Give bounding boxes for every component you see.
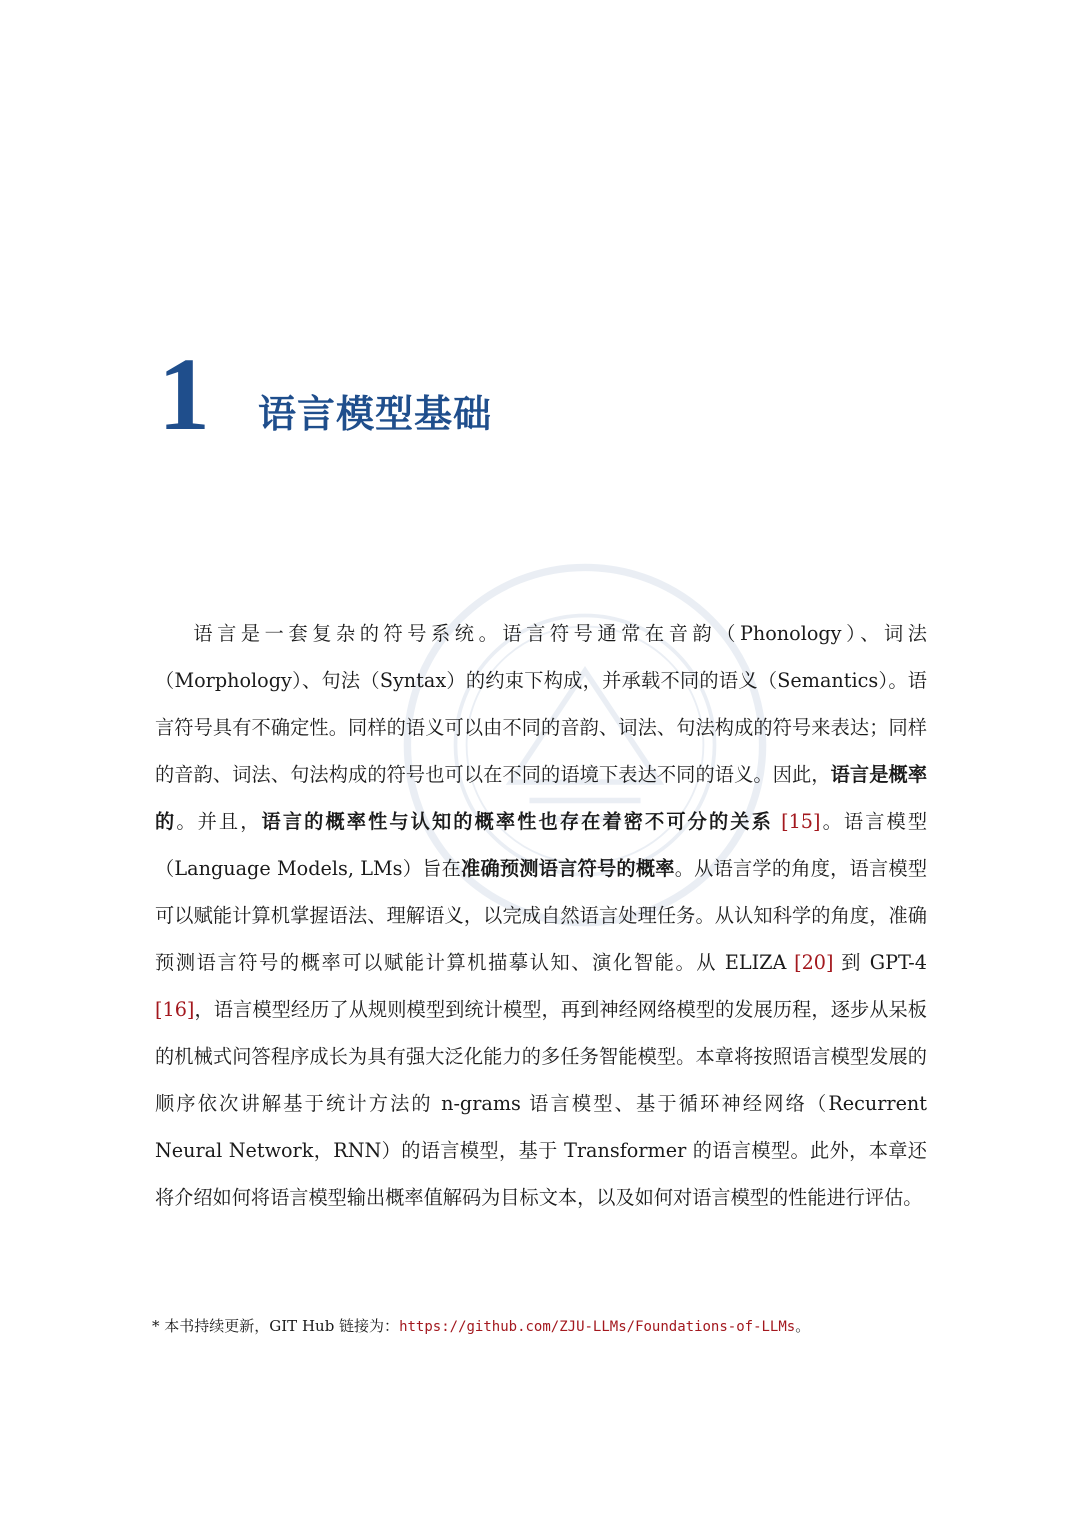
emphasis-predict-probability: 准确预测语言符号的概率 bbox=[461, 857, 675, 880]
citation-link[interactable]: [16] bbox=[155, 998, 195, 1021]
chapter-header bbox=[158, 337, 858, 452]
chapter-title: 语言模型基础 bbox=[258, 391, 493, 436]
github-link[interactable]: https://github.com/ZJU-LLMs/Foundations-of-LLMs bbox=[399, 1319, 796, 1335]
text-segment: 。并且， bbox=[176, 810, 262, 833]
text-segment: 语言是一套复杂的符号系统。语言符号通常在音韵（Phonology）、词法（Morphology）、句法（Syntax）的约束下构成，并承载不同的语义（Semantics）。语言符号具有不确定性。同样的语义可以由不同的音韵、词法、句法构成的符号来表达；同样的音韵、词法、句法构成的符号也可以在不同的语境下表达不同的语义。因此， bbox=[155, 622, 927, 786]
text-segment: ，语言模型经历了从规则模型到统计模型，再到神经网络模型的发展历程，逐步从呆板的机械式问答程序成长为具有强大泛化能力的多任务智能模型。本章将按照语言模型发展的顺序依次讲解基于统计方法的 n-grams 语言模型、基于循环神经网络（Recurrent Neural Network，RNN）的语言模型，基于 Transformer 的语言模型。此外，本章还将介绍如何将语言模型输出概率值解码为目标文本，以及如何对语言模型的性能进行评估。 bbox=[155, 998, 927, 1209]
citation-link[interactable]: [20] bbox=[794, 951, 834, 974]
footnote-text: * 本书持续更新，GIT Hub 链接为： bbox=[152, 1317, 400, 1335]
text-segment: 。语言模型（Language Models, LMs）旨在 bbox=[155, 810, 928, 880]
footnote bbox=[152, 1313, 952, 1340]
citation-link[interactable]: [15] bbox=[781, 810, 821, 833]
chapter-number: 1 bbox=[158, 337, 210, 452]
emphasis-language-probabilistic: 语言是概率的 bbox=[155, 763, 928, 833]
footnote-suffix: 。 bbox=[795, 1317, 811, 1335]
text-segment: 到 GPT-4 bbox=[833, 951, 927, 974]
text-segment: 。从语言学的角度，语言模型可以赋能计算机掌握语法、理解语义，以完成自然语言处理任务。从认知科学的角度，准确预测语言符号的概率可以赋能计算机描摹认知、演化智能。从 ELIZA bbox=[155, 857, 928, 974]
emphasis-cognition-relation: 语言的概率性与认知的概率性也存在着密不可分的关系 bbox=[261, 810, 773, 833]
chapter-intro-paragraph bbox=[155, 610, 927, 1221]
